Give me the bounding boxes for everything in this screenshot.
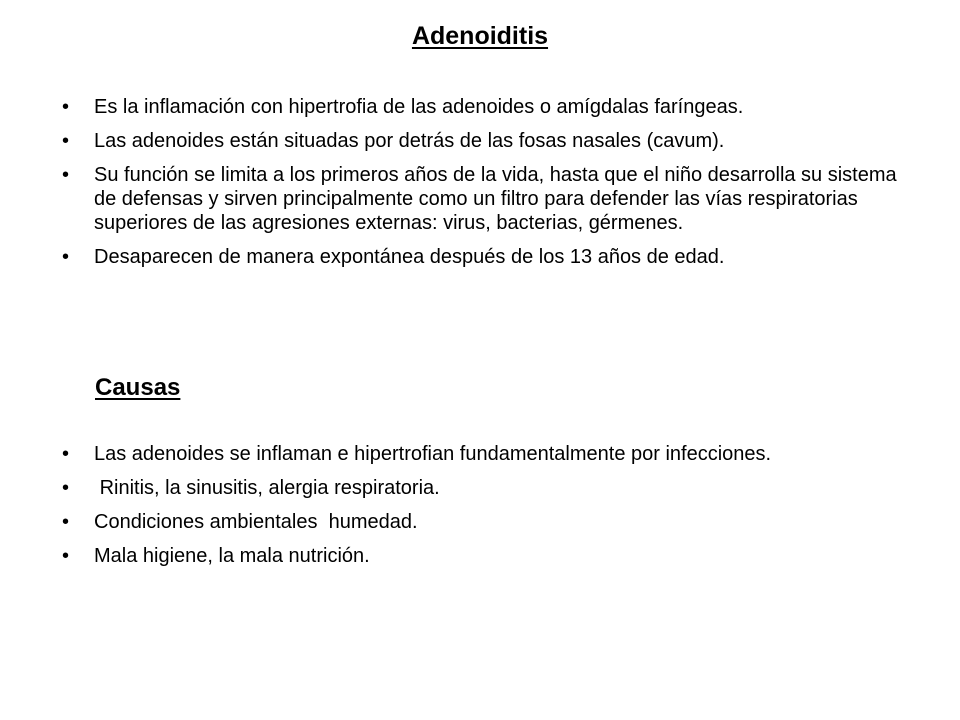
list-item: [62, 544, 902, 568]
list-item: [62, 163, 902, 235]
bullet-icon: •: [62, 511, 70, 533]
list-item-text: Mala higiene, la mala nutrición.: [94, 545, 370, 567]
list-item: [62, 95, 902, 119]
list-item-text: Condiciones ambientales humedad.: [94, 511, 418, 533]
list-item-text: Su función se limita a los primeros años de la vida, hasta que el niño desarrolla su sistema de defensas y sirven principalmente como un filtro para defender las vías respiratorias superiores de las agresiones externas: virus, bacterias, gérmenes.: [94, 164, 897, 234]
list-item-text: Las adenoides están situadas por detrás de las fosas nasales (cavum).: [94, 130, 725, 152]
list-item: [62, 245, 902, 269]
bullet-icon: •: [62, 246, 70, 268]
list-item-text: Es la inflamación con hipertrofia de las adenoides o amígdalas faríngeas.: [94, 96, 744, 118]
list-item-text: Desaparecen de manera expontánea después de los 13 años de edad.: [94, 246, 725, 268]
bullet-icon: •: [62, 164, 70, 186]
bullet-icon: •: [62, 443, 70, 465]
definition-list: [62, 95, 902, 279]
slide-title: Adenoiditis: [411, 22, 549, 50]
bullet-icon: •: [62, 96, 70, 118]
causes-list: [62, 442, 902, 578]
causes-heading: Causas: [95, 374, 181, 401]
list-item-text: Las adenoides se inflaman e hipertrofian fundamentalmente por infecciones.: [94, 443, 772, 465]
list-item: [62, 129, 902, 153]
bullet-icon: •: [62, 130, 70, 152]
bullet-icon: •: [62, 545, 70, 567]
list-item-text: Rinitis, la sinusitis, alergia respiratoria.: [94, 477, 440, 499]
list-item: [62, 442, 902, 466]
bullet-icon: •: [62, 477, 70, 499]
list-item: [62, 510, 902, 534]
list-item: [62, 476, 902, 500]
